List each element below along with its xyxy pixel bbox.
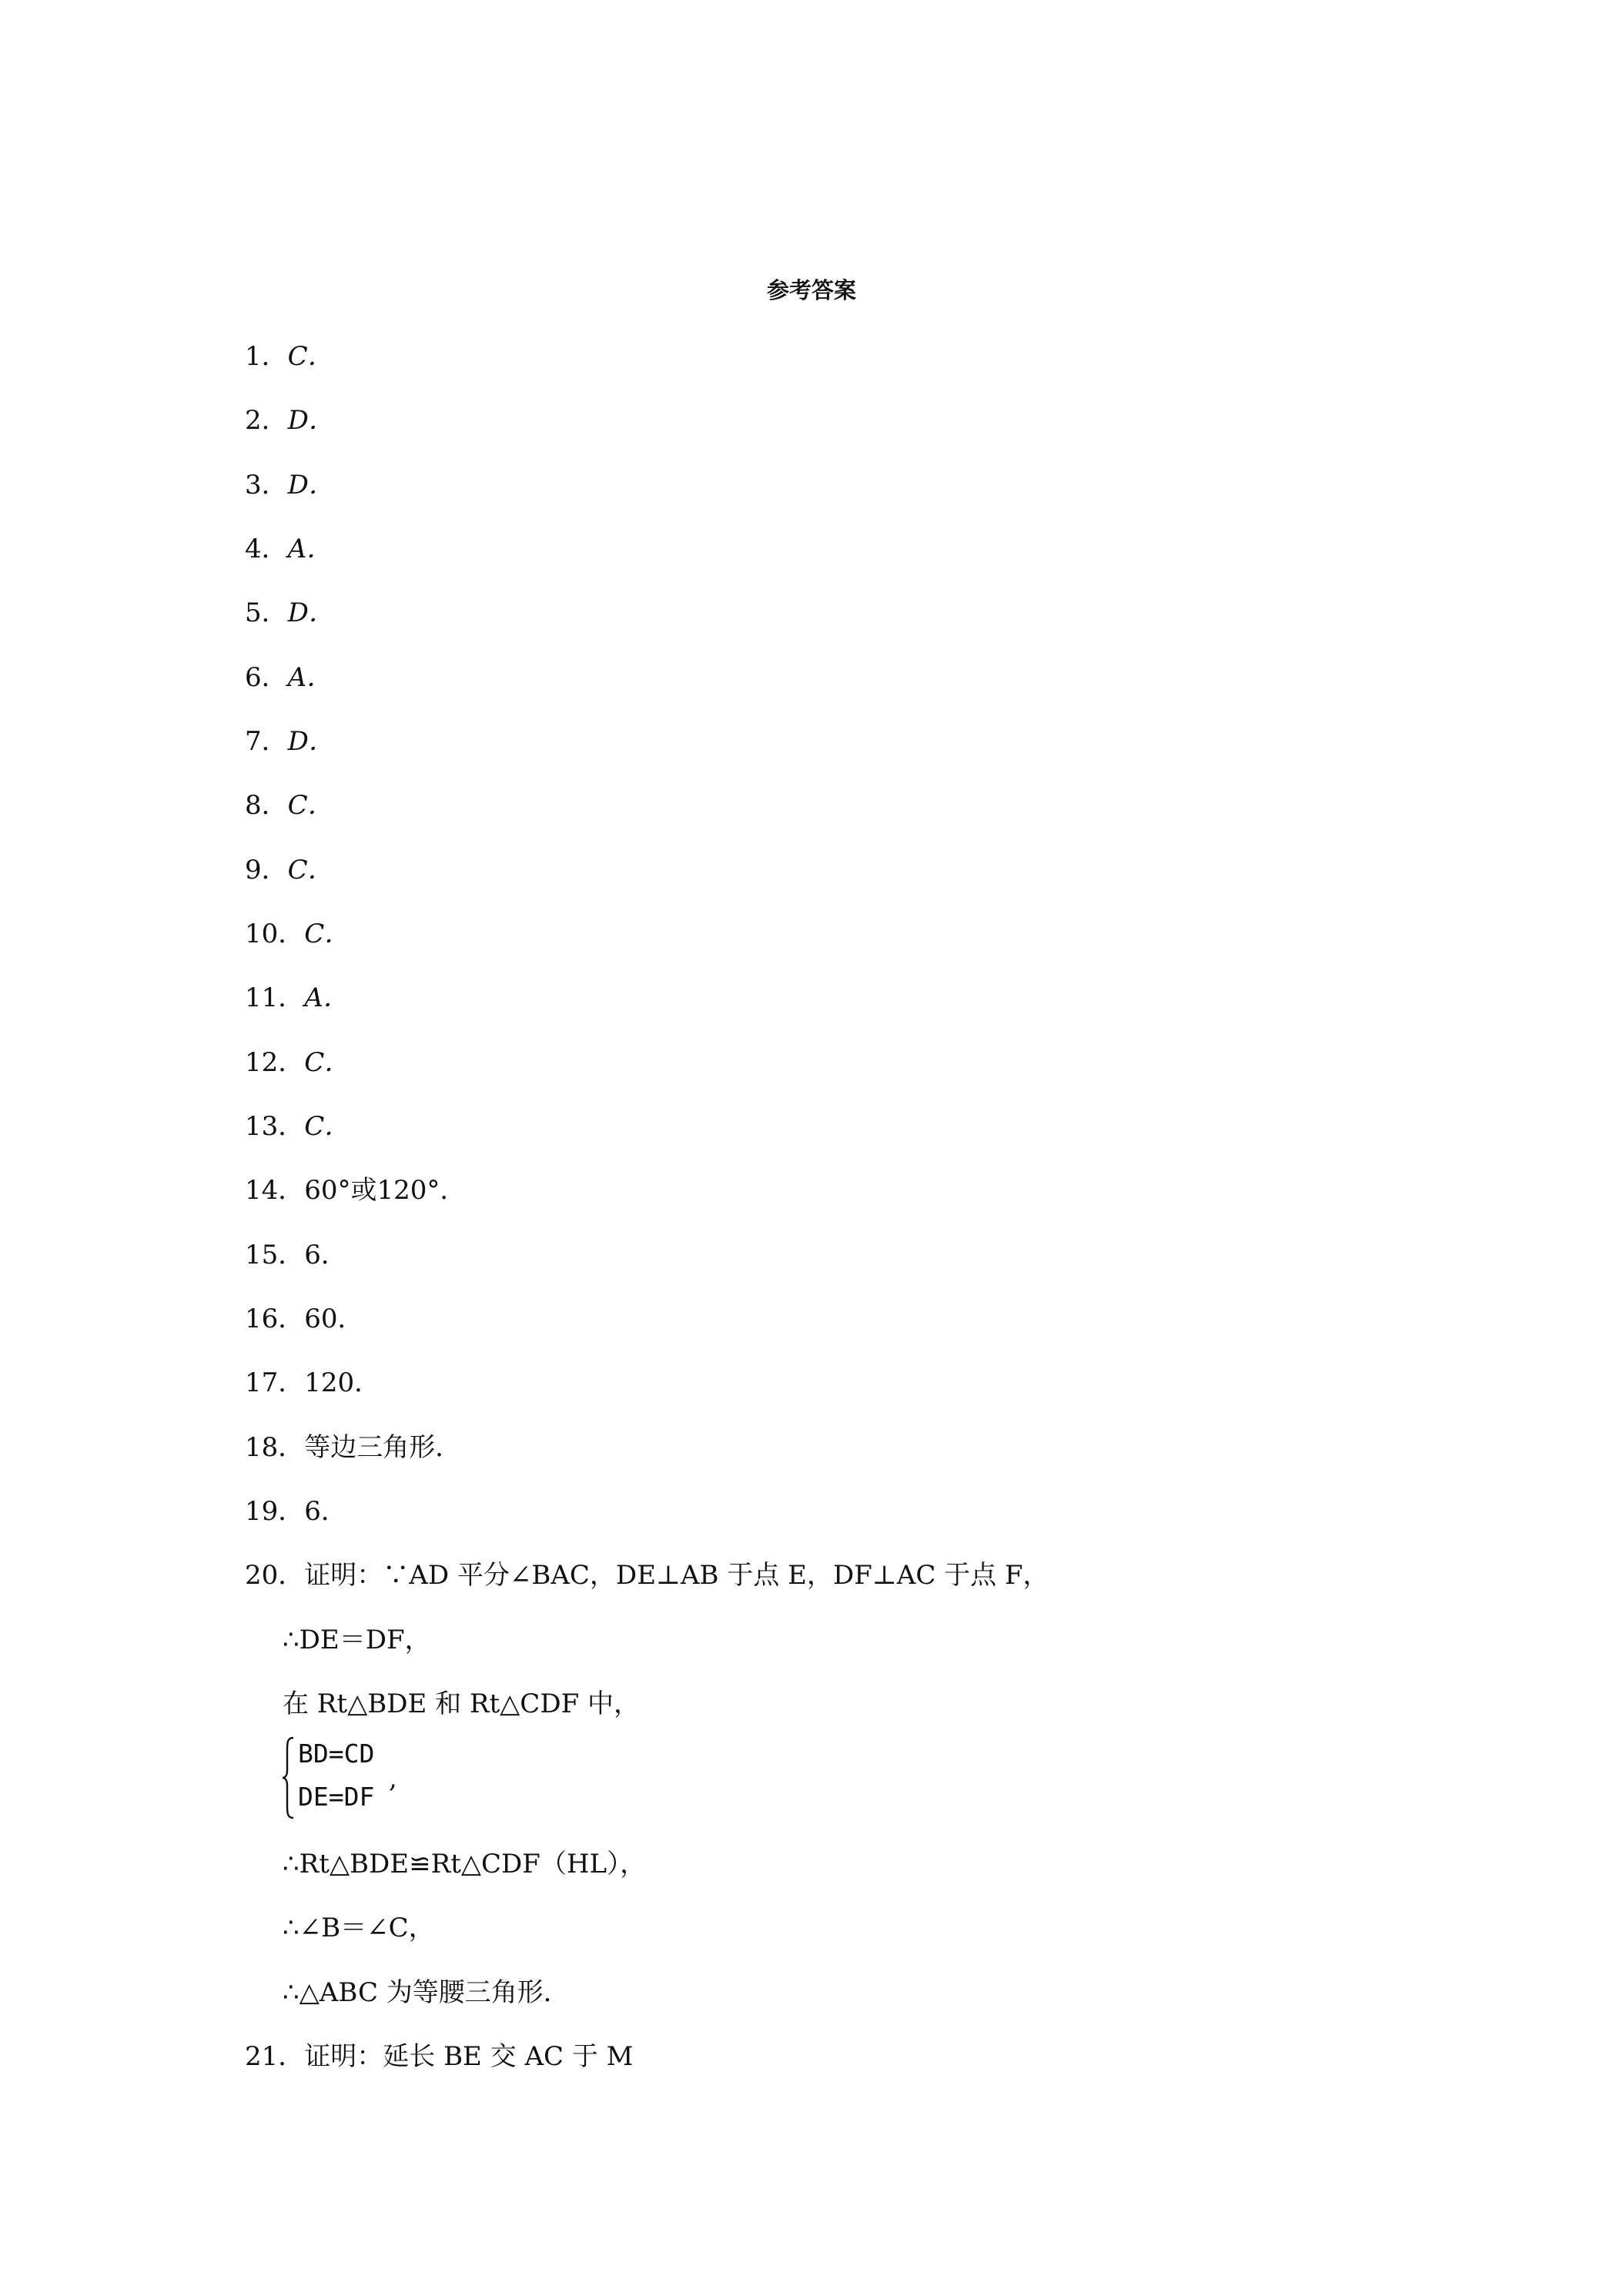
q20-intro-line bbox=[245, 1557, 1049, 1594]
answer-line-12 bbox=[245, 1044, 350, 1081]
answer-text: 120． bbox=[304, 1367, 381, 1398]
answer-line-2 bbox=[245, 402, 335, 439]
answer-line-5 bbox=[245, 594, 335, 631]
answer-line-7 bbox=[245, 723, 335, 760]
answer-text: 60°或120°． bbox=[304, 1175, 467, 1206]
answer-number: 11． bbox=[245, 982, 305, 1013]
answer-text: A． bbox=[287, 534, 333, 564]
answer-number: 12． bbox=[245, 1047, 305, 1078]
answer-number: 9． bbox=[245, 855, 288, 885]
answer-text: C． bbox=[287, 855, 334, 885]
answer-text: D． bbox=[287, 470, 335, 500]
answer-line-13 bbox=[245, 1108, 350, 1145]
answer-line-4 bbox=[245, 530, 333, 567]
answer-number: 13． bbox=[245, 1111, 305, 1142]
answer-line-11 bbox=[245, 979, 350, 1016]
answer-line-6 bbox=[245, 659, 333, 696]
answer-line-10 bbox=[245, 915, 350, 952]
equation-system bbox=[281, 1735, 435, 1821]
q20-step-5: ∴△ABC 为等腰三角形． bbox=[283, 1977, 570, 2008]
answer-number: 16． bbox=[245, 1304, 305, 1334]
answer-number: 15． bbox=[245, 1240, 305, 1270]
answer-text: 6． bbox=[304, 1496, 347, 1527]
q20-step-3: ∴Rt△BDE≌Rt△CDF（HL）， bbox=[283, 1849, 647, 1879]
q20-step-2: 在 Rt△BDE 和 Rt△CDF 中， bbox=[283, 1689, 640, 1719]
answer-text: D． bbox=[287, 405, 335, 436]
answer-line-19 bbox=[245, 1493, 347, 1530]
answer-line-16 bbox=[245, 1300, 364, 1337]
answer-number: 2． bbox=[245, 405, 288, 436]
answer-number: 14． bbox=[245, 1175, 305, 1206]
system-comma: , bbox=[389, 1763, 397, 1794]
answer-line-8 bbox=[245, 787, 334, 824]
answer-number: 17． bbox=[245, 1367, 305, 1398]
answer-text: C． bbox=[287, 790, 334, 821]
answer-line-3 bbox=[245, 467, 335, 504]
answer-text: A． bbox=[304, 982, 350, 1013]
answer-line-15 bbox=[245, 1237, 347, 1274]
answer-number: 5． bbox=[245, 597, 288, 628]
answer-number: 21． bbox=[245, 2041, 305, 2072]
answer-text: A． bbox=[287, 662, 333, 693]
left-brace bbox=[281, 1735, 296, 1821]
equation-1: BD=CD bbox=[298, 1739, 375, 1769]
answer-text: C． bbox=[304, 1111, 351, 1142]
answer-number: 18． bbox=[245, 1432, 305, 1463]
answer-number: 6． bbox=[245, 662, 288, 693]
answer-line-14 bbox=[245, 1172, 466, 1209]
answer-line-17 bbox=[245, 1364, 380, 1401]
answer-number: 7． bbox=[245, 726, 288, 757]
equation-2: DE=DF bbox=[298, 1782, 375, 1812]
q20-intro: 证明：∵AD 平分∠BAC，DE⊥AB 于点 E，DF⊥AC 于点 F， bbox=[304, 1560, 1049, 1591]
answer-number: 8． bbox=[245, 790, 288, 821]
q20-step-4: ∴∠B＝∠C， bbox=[283, 1913, 435, 1943]
answer-number: 3． bbox=[245, 470, 288, 500]
answer-text: D． bbox=[287, 726, 335, 757]
answer-line-1 bbox=[245, 338, 334, 375]
answer-number: 20． bbox=[245, 1560, 305, 1591]
answer-text: C． bbox=[287, 341, 334, 372]
answer-text: C． bbox=[304, 919, 351, 949]
answer-number: 19． bbox=[245, 1496, 305, 1527]
answer-line-18 bbox=[245, 1429, 461, 1466]
answer-text: D． bbox=[287, 597, 335, 628]
q21-intro: 证明：延长 BE 交 AC 于 M bbox=[304, 2041, 634, 2072]
answer-number: 1． bbox=[245, 341, 288, 372]
answer-number: 4． bbox=[245, 534, 288, 564]
answer-number: 10． bbox=[245, 919, 305, 949]
answer-text: 60． bbox=[304, 1304, 364, 1334]
answer-line-9 bbox=[245, 852, 334, 889]
q21-intro-line bbox=[245, 2038, 634, 2075]
answer-text: C． bbox=[304, 1047, 351, 1078]
answer-text: 6． bbox=[304, 1240, 347, 1270]
page-title: 参考答案 bbox=[766, 277, 856, 303]
q20-step-1: ∴DE＝DF， bbox=[283, 1625, 431, 1655]
answer-text: 等边三角形． bbox=[304, 1432, 462, 1463]
